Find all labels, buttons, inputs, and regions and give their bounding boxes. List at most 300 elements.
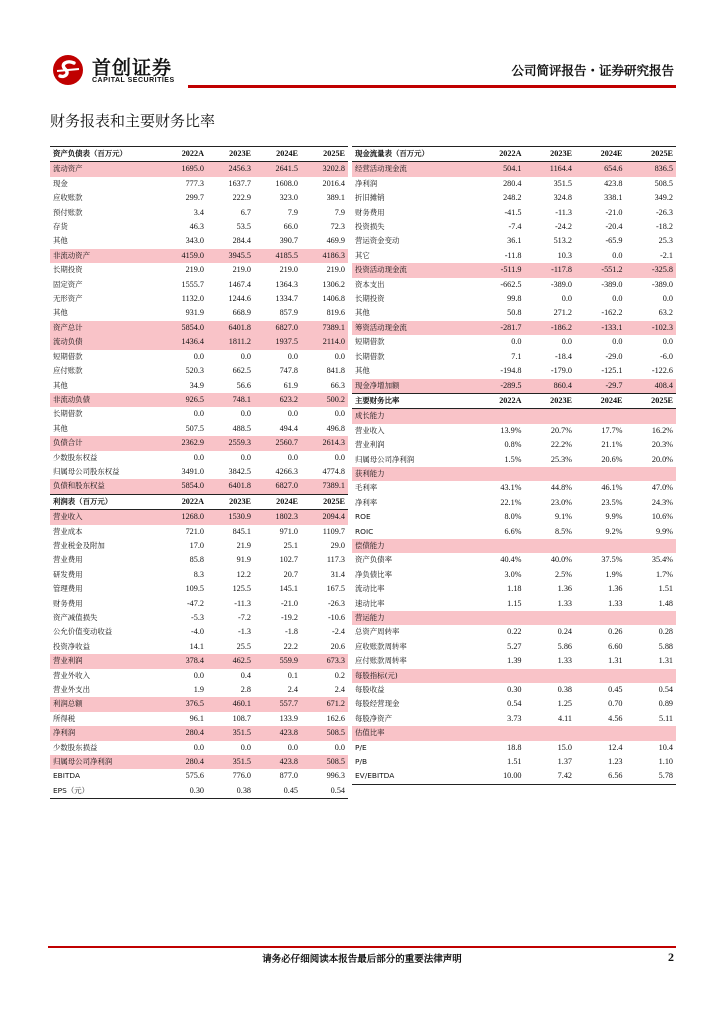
value-cell: 2.4	[287, 685, 298, 695]
table-row	[352, 712, 676, 726]
value-cell: 9.2%	[605, 526, 623, 536]
year-header-cell: 2024E	[575, 393, 626, 408]
value-cell: 280.4	[160, 726, 207, 740]
row-label: 营业利润	[50, 654, 160, 668]
value-cell: -389.0	[550, 279, 572, 289]
table-row	[352, 364, 676, 378]
value-cell: 1637.7	[228, 178, 251, 188]
row-label: 每股收益	[355, 685, 385, 695]
value-cell: 0.30	[160, 784, 207, 799]
table-row	[352, 162, 676, 177]
value-cell: -662.5	[500, 279, 522, 289]
value-cell: 513.2	[553, 236, 572, 246]
value-cell: 5.86	[557, 641, 572, 651]
value-cell: 1244.6	[228, 294, 251, 304]
table-row	[50, 597, 348, 611]
value-cell: -5.3	[191, 613, 204, 622]
table-row	[50, 364, 348, 378]
value-cell: -511.9	[474, 263, 525, 277]
value-cell: 16.2%	[651, 425, 673, 435]
row-label: ROE	[355, 512, 371, 522]
table-row	[50, 755, 348, 769]
value-cell: 24.3%	[651, 497, 673, 507]
value-cell: 2.5%	[554, 569, 572, 579]
value-cell	[474, 409, 525, 424]
value-cell: 376.5	[160, 697, 207, 711]
row-label: 长期借款	[53, 409, 83, 419]
row-label: 财务费用	[53, 598, 83, 608]
table-row	[352, 582, 676, 596]
value-cell: 167.5	[326, 584, 345, 594]
value-cell: 1.36	[608, 584, 623, 594]
table-row	[352, 438, 676, 452]
logo-chinese-name: 首创证券	[92, 57, 173, 79]
table-row	[50, 321, 348, 335]
row-label: 所得税	[53, 713, 76, 723]
table-row	[352, 292, 676, 306]
row-label: 固定资产	[53, 279, 83, 289]
value-cell: 0.0	[334, 452, 345, 462]
value-cell: 1.18	[507, 584, 522, 594]
table-row	[50, 206, 348, 220]
row-label: 应收账款	[53, 193, 83, 203]
table-row	[352, 206, 676, 220]
value-cell: 0.70	[608, 699, 623, 709]
value-cell: 284.4	[232, 236, 251, 246]
value-cell: 748.1	[207, 393, 254, 407]
value-cell: 99.8	[507, 294, 522, 304]
row-label: 营运资金变动	[355, 236, 400, 246]
value-cell: 0.28	[658, 627, 673, 637]
value-cell: -389.0	[601, 279, 623, 289]
value-cell	[525, 409, 576, 424]
value-cell: 23.0%	[550, 497, 572, 507]
row-label: 其他	[355, 366, 370, 376]
table-row	[50, 539, 348, 553]
value-cell: 5.78	[626, 769, 677, 784]
value-cell: -18.2	[655, 222, 673, 232]
value-cell: 559.9	[254, 654, 301, 668]
table-row	[352, 683, 676, 697]
row-label: 获利能力	[352, 467, 474, 481]
value-cell: 496.8	[326, 423, 345, 433]
value-cell: 2.4	[334, 685, 345, 695]
row-label: 营业成本	[53, 526, 83, 536]
value-cell: 1.25	[557, 699, 572, 709]
value-cell: 0.0	[662, 337, 673, 347]
value-cell: 520.3	[185, 366, 204, 376]
row-label: 应收账款周转率	[355, 641, 407, 651]
value-cell: -2.1	[660, 250, 673, 260]
value-cell: 662.5	[232, 366, 251, 376]
row-label: 筹资活动现金流	[352, 321, 474, 335]
row-label: 估值比率	[352, 726, 474, 740]
value-cell: 5.27	[507, 641, 522, 651]
value-cell: 324.8	[553, 193, 572, 203]
value-cell: 117.3	[326, 555, 345, 565]
value-cell: 219.0	[279, 265, 298, 275]
value-cell: 0.0	[561, 337, 572, 347]
value-cell: 9.9%	[655, 526, 673, 536]
value-cell: 1.33	[557, 598, 572, 608]
value-cell: 29.0	[330, 540, 345, 550]
row-label: 主要财务比率	[352, 393, 474, 408]
year-header-cell: 2025E	[301, 147, 348, 162]
year-header-cell: 2023E	[207, 147, 254, 162]
value-cell: 0.0	[287, 351, 298, 361]
year-header-cell: 2024E	[575, 147, 626, 162]
value-cell: 6.6%	[504, 526, 522, 536]
table-row	[352, 539, 676, 553]
value-cell: 3842.5	[228, 466, 251, 476]
value-cell: 1.5%	[504, 454, 522, 464]
value-cell: 21.9	[236, 540, 251, 550]
row-label: 负债和股东权益	[50, 479, 160, 494]
value-cell: 5854.0	[160, 479, 207, 494]
value-cell: 1.33	[608, 598, 623, 608]
value-cell: -7.4	[508, 222, 522, 232]
table-row	[50, 712, 348, 726]
value-cell: 2641.5	[254, 162, 301, 177]
table-row	[50, 422, 348, 436]
table-row	[50, 436, 348, 450]
row-label: 速动比率	[355, 598, 385, 608]
table-row	[50, 726, 348, 740]
value-cell: 5854.0	[160, 321, 207, 335]
value-cell: 20.3%	[651, 440, 673, 450]
value-cell: 0.22	[507, 627, 522, 637]
value-cell: 20.7	[283, 569, 298, 579]
table-header-row	[352, 393, 676, 408]
value-cell: 0.38	[207, 784, 254, 799]
table-row	[50, 306, 348, 320]
value-cell	[474, 539, 525, 553]
value-cell: 0.0	[240, 409, 251, 419]
table-row	[352, 278, 676, 292]
value-cell: 462.5	[207, 654, 254, 668]
row-label: 净利润	[50, 726, 160, 740]
value-cell: 35.4%	[651, 555, 673, 565]
value-cell: 2114.0	[301, 335, 348, 349]
value-cell: 72.3	[330, 222, 345, 232]
value-cell: 500.2	[301, 393, 348, 407]
table-row	[352, 597, 676, 611]
row-label: 流动资产	[50, 162, 160, 177]
value-cell: 488.5	[232, 423, 251, 433]
value-cell: 0.54	[658, 685, 673, 695]
value-cell: 10.6%	[651, 512, 673, 522]
value-cell	[626, 409, 677, 424]
value-cell: 776.0	[232, 771, 251, 781]
value-cell: 0.89	[658, 699, 673, 709]
row-label: 营业外支出	[53, 685, 90, 695]
value-cell: 46.3	[189, 222, 204, 232]
value-cell: 44.8%	[550, 483, 572, 493]
value-cell: 3202.8	[301, 162, 348, 177]
table-row	[50, 220, 348, 234]
value-cell: 299.7	[185, 193, 204, 203]
row-label: 流动负债	[50, 335, 160, 349]
row-label: 资产总计	[50, 321, 160, 335]
value-cell: -125.1	[601, 366, 623, 376]
value-cell: 63.2	[658, 308, 673, 318]
value-cell: 12.4	[608, 742, 623, 752]
table-row	[352, 220, 676, 234]
row-label: 归属母公司净利润	[50, 755, 160, 769]
value-cell: 1.51	[507, 757, 522, 767]
value-cell: 1.33	[557, 656, 572, 666]
value-cell: 1.51	[658, 584, 673, 594]
row-label: 资产负债率	[355, 555, 392, 565]
row-label: 应付账款周转率	[355, 656, 407, 666]
table-row	[50, 350, 348, 364]
value-cell: 25.3	[658, 236, 673, 246]
table-row	[50, 234, 348, 248]
value-cell: -29.0	[605, 351, 623, 361]
value-cell: 66.0	[283, 222, 298, 232]
value-cell: 654.6	[575, 162, 626, 177]
value-cell: 1109.7	[322, 526, 345, 536]
value-cell: 0.8%	[504, 440, 522, 450]
table-row	[50, 769, 348, 783]
row-label: 长期借款	[355, 351, 385, 361]
year-header-cell: 2022A	[160, 494, 207, 509]
row-label: 毛利率	[355, 483, 378, 493]
value-cell: 8.0%	[504, 512, 522, 522]
value-cell: 351.5	[207, 726, 254, 740]
value-cell: 323.0	[279, 193, 298, 203]
value-cell: 1608.0	[275, 178, 298, 188]
value-cell: 0.0	[240, 351, 251, 361]
row-label: 营业税金及附加	[53, 540, 105, 550]
value-cell: 2094.4	[301, 510, 348, 525]
table-row	[50, 335, 348, 349]
row-label: 负债合计	[50, 436, 160, 450]
table-header-row	[50, 147, 348, 162]
value-cell: 0.54	[301, 784, 348, 799]
value-cell: 1.31	[658, 656, 673, 666]
value-cell: 20.0%	[651, 454, 673, 464]
value-cell: 9.1%	[554, 512, 572, 522]
value-cell: 390.7	[279, 236, 298, 246]
value-cell: 2456.3	[207, 162, 254, 177]
value-cell: 2560.7	[254, 436, 301, 450]
value-cell: 1555.7	[181, 279, 204, 289]
value-cell: -325.8	[626, 263, 677, 277]
right-financial-table	[352, 146, 676, 785]
value-cell: 280.4	[503, 178, 522, 188]
table-row	[352, 379, 676, 394]
row-label: 流动比率	[355, 584, 385, 594]
row-label: 其他	[53, 308, 68, 318]
value-cell: 53.5	[236, 222, 251, 232]
table-row	[50, 582, 348, 596]
row-label: 现金流量表（百万元）	[352, 147, 474, 162]
value-cell: 860.4	[525, 379, 576, 394]
year-header-cell: 2022A	[474, 147, 525, 162]
value-cell	[525, 467, 576, 481]
value-cell: 271.2	[553, 308, 572, 318]
value-cell: 37.5%	[601, 555, 623, 565]
row-label: 少数股东权益	[53, 452, 98, 462]
value-cell: 50.8	[507, 308, 522, 318]
value-cell: 557.7	[254, 697, 301, 711]
value-cell: 6827.0	[254, 321, 301, 335]
row-label: 公允价值变动收益	[53, 627, 113, 637]
value-cell: 1530.9	[207, 510, 254, 525]
value-cell: 671.2	[301, 697, 348, 711]
company-logo-icon	[52, 54, 84, 86]
table-row	[352, 467, 676, 481]
year-header-cell: 2023E	[525, 393, 576, 408]
table-header-row	[50, 494, 348, 509]
value-cell: 1306.2	[322, 279, 345, 289]
table-row	[50, 465, 348, 479]
value-cell: 747.8	[279, 366, 298, 376]
value-cell: 40.0%	[550, 555, 572, 565]
value-cell	[575, 467, 626, 481]
row-label: EBITDA	[53, 771, 81, 781]
value-cell: -1.3	[238, 627, 251, 637]
table-row	[352, 611, 676, 625]
value-cell: -1.8	[285, 627, 298, 637]
value-cell: 248.2	[503, 193, 522, 203]
value-cell: -2.4	[332, 627, 345, 637]
value-cell: 508.5	[301, 755, 348, 769]
row-label: 其他	[53, 423, 68, 433]
table-row	[352, 306, 676, 320]
value-cell: 12.2	[236, 569, 251, 579]
row-label: 利润总额	[50, 697, 160, 711]
value-cell: 1.15	[507, 598, 522, 608]
table-row	[50, 640, 348, 654]
value-cell: 1.9	[193, 685, 204, 695]
value-cell: 17.0	[189, 540, 204, 550]
row-label: 其他	[53, 236, 68, 246]
value-cell: 575.6	[185, 771, 204, 781]
year-header-cell: 2024E	[254, 494, 301, 509]
value-cell: 20.7%	[550, 425, 572, 435]
value-cell: 0.0	[334, 409, 345, 419]
table-row	[50, 669, 348, 683]
table-row	[352, 510, 676, 524]
value-cell: 6827.0	[254, 479, 301, 494]
table-row	[352, 640, 676, 654]
row-label: 非流动负债	[50, 393, 160, 407]
value-cell: -65.9	[605, 236, 623, 246]
value-cell: 0.0	[240, 742, 251, 752]
value-cell: 0.0	[193, 409, 204, 419]
footer-disclaimer: 请务必仔细阅读本报告最后部分的重要法律声明	[262, 954, 462, 965]
value-cell: 4185.5	[254, 249, 301, 263]
value-cell: 0.30	[507, 685, 522, 695]
table-row	[352, 525, 676, 539]
row-label: 现金	[53, 178, 68, 188]
value-cell: 0.0	[612, 337, 623, 347]
value-cell: 8.3	[193, 569, 204, 579]
value-cell: 857.9	[279, 308, 298, 318]
value-cell: 1.10	[658, 757, 673, 767]
value-cell: 1.23	[608, 757, 623, 767]
left-financial-table	[50, 146, 348, 799]
value-cell: 2016.4	[322, 178, 345, 188]
value-cell: -26.3	[655, 207, 673, 217]
row-label: 成长能力	[352, 409, 474, 424]
row-label: P/B	[355, 757, 368, 767]
year-header-cell: 2025E	[301, 494, 348, 509]
row-label: 现金净增加额	[352, 379, 474, 394]
value-cell: 40.4%	[500, 555, 522, 565]
table-row	[352, 350, 676, 364]
value-cell: 668.9	[232, 308, 251, 318]
value-cell: 4186.3	[301, 249, 348, 263]
value-cell: 22.2	[283, 641, 298, 651]
table-row	[352, 654, 676, 668]
value-cell: 1937.5	[254, 335, 301, 349]
value-cell: 1132.0	[181, 294, 204, 304]
value-cell: 5.88	[658, 641, 673, 651]
row-label: 利润表（百万元）	[50, 494, 160, 509]
value-cell: 0.0	[334, 742, 345, 752]
value-cell: 85.8	[189, 555, 204, 565]
value-cell: -186.2	[525, 321, 576, 335]
value-cell	[525, 539, 576, 553]
value-cell: 1695.0	[160, 162, 207, 177]
value-cell: 133.9	[279, 713, 298, 723]
year-header-cell: 2025E	[626, 393, 677, 408]
row-label: 投资活动现金流	[352, 263, 474, 277]
value-cell: -281.7	[474, 321, 525, 335]
table-row	[50, 741, 348, 755]
value-cell: -133.1	[575, 321, 626, 335]
table-row	[50, 784, 348, 799]
year-header-cell: 2025E	[626, 147, 677, 162]
value-cell	[575, 726, 626, 740]
year-header-cell: 2022A	[160, 147, 207, 162]
row-label: 经营活动现金流	[352, 162, 474, 177]
value-cell: 836.5	[626, 162, 677, 177]
value-cell: 996.3	[326, 771, 345, 781]
table-row	[50, 292, 348, 306]
value-cell: 6.60	[608, 641, 623, 651]
value-cell: 408.4	[626, 379, 677, 394]
table-row	[352, 741, 676, 755]
value-cell: 36.1	[507, 236, 522, 246]
value-cell: 56.6	[236, 380, 251, 390]
value-cell: 2559.3	[207, 436, 254, 450]
row-label: 应付账款	[53, 366, 83, 376]
value-cell: 389.1	[326, 193, 345, 203]
table-row	[352, 769, 676, 784]
value-cell: 22.1%	[500, 497, 522, 507]
value-cell: 1334.7	[275, 294, 298, 304]
value-cell: -21.0	[605, 207, 623, 217]
value-cell: 22.2%	[550, 440, 572, 450]
value-cell: 2.8	[240, 685, 251, 695]
value-cell: 61.9	[283, 380, 298, 390]
row-label: 营业费用	[53, 555, 83, 565]
value-cell	[626, 467, 677, 481]
table-row	[352, 263, 676, 277]
table-row	[352, 496, 676, 510]
value-cell: 508.5	[654, 178, 673, 188]
table-row	[352, 249, 676, 263]
value-cell: 0.0	[287, 452, 298, 462]
row-label: 折旧摊销	[355, 193, 385, 203]
row-label: 资产负债表（百万元）	[50, 147, 160, 162]
value-cell: 0.0	[287, 742, 298, 752]
value-cell: -551.2	[575, 263, 626, 277]
